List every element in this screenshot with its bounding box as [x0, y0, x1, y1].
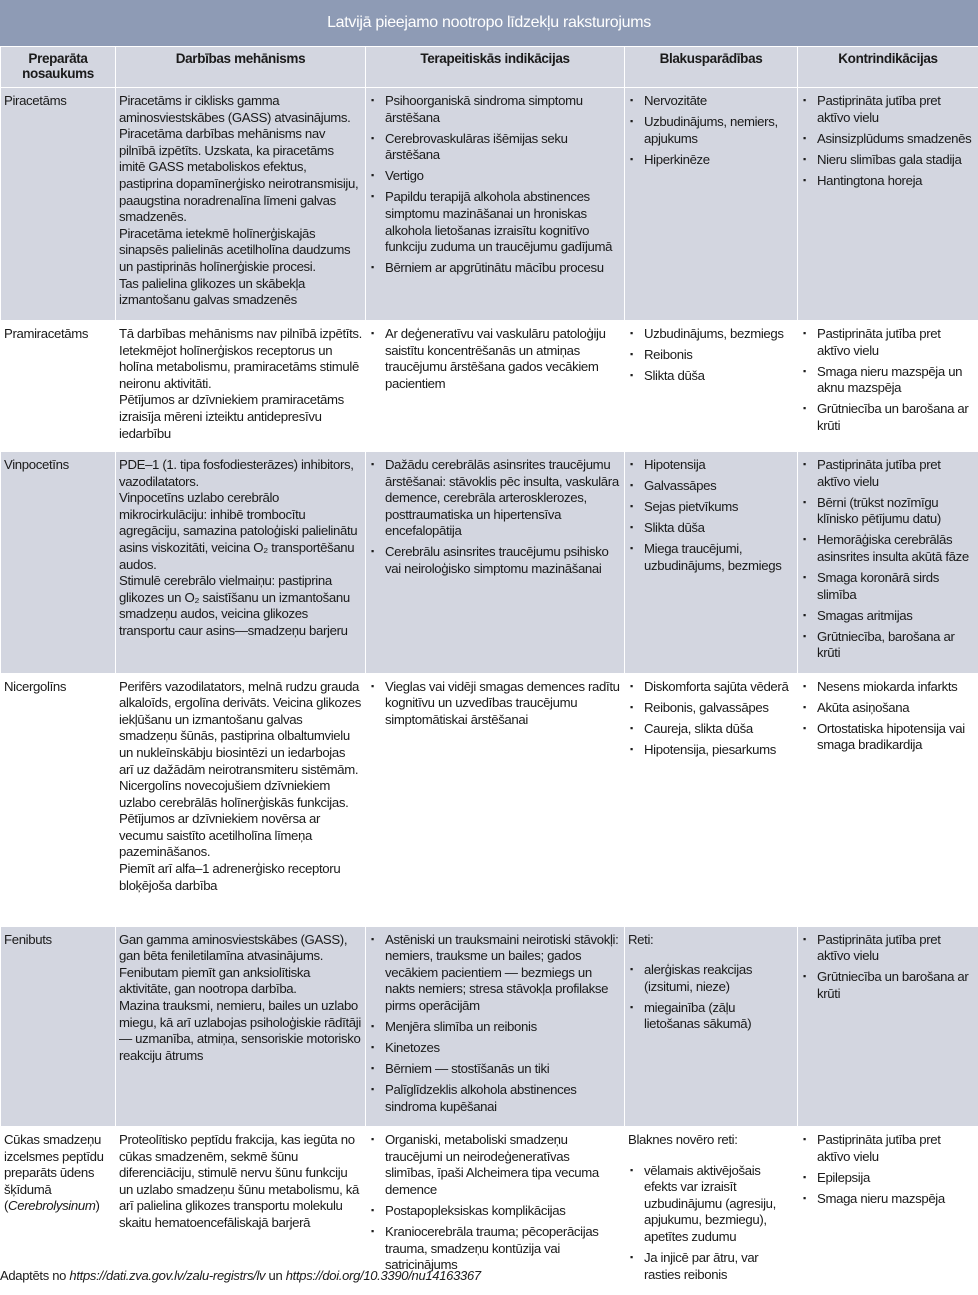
footnote-prefix: Adaptēts no: [0, 1268, 69, 1283]
table-row: [1, 926, 978, 1126]
indication-item: ▪ Cerebrālu asinsrites traucējumu psihisko vai neiroloģisko simptomu mazināšanai: [369, 544, 621, 577]
side-effect-item: ▪ Reibonis: [628, 347, 794, 364]
side-effect-item: ▪ Nervozitāte: [628, 93, 794, 110]
side-effect-item: ▪ vēlamais aktivējošais efekts var izraisīt uzbudinājumu (agresiju, apjukumu, bezmiegu), apetītes zudumu: [628, 1163, 794, 1246]
side-effect-item: ▪ Diskomforta sajūta vēderā: [628, 679, 794, 696]
mechanism-paragraph: PDE–1 (1. tipa fosfodiesterāzes) inhibitors, vazodilatators.: [119, 457, 362, 490]
indication-item: ▪ Organiski, metaboliski smadzeņu traucējumi un neirodeģeneratīvas slimības, īpaši Alcheimera tipa vecuma demence: [369, 1132, 621, 1198]
header-cell-mechanism: Darbības mehānisms: [116, 47, 366, 88]
indication-item: ▪ Bērniem ar apgrūtinātu mācību procesu: [369, 260, 621, 277]
side-effects-lead: Blaknes novēro reti:: [628, 1132, 794, 1149]
indication-item: ▪ Postapopleksiskas komplikācijas: [369, 1203, 621, 1220]
mechanism-paragraph: Nicergolīns novecojušiem dzīvniekiem uzlabo cerebrālās holīnerģiskās funkcijas.: [119, 778, 362, 811]
table-row: [1, 452, 978, 674]
cell-indications-list: [369, 932, 621, 1116]
header-cell-side-effects: Blakusparādības: [625, 47, 798, 88]
mechanism-paragraph: Perifērs vazodilatators, melnā rudzu grauda alkaloīds, ergolīna derivāts. Veicina glikozes iekļūšanu un izmantošanu galvas smadzeņu šūnās, pastiprina olbaltumvielu un nukleīnskābju biosintēzi un iedarbojas arī uz dažādām neirotransmiteru sistēmām.: [119, 679, 362, 779]
cell-side-effects: [625, 673, 798, 926]
indication-item: ▪ Palīglīdzeklis alkohola abstinences sindroma kupēšanai: [369, 1082, 621, 1115]
indication-item: ▪ Menjēra slimība un reibonis: [369, 1019, 621, 1036]
cell-indications-list: [369, 679, 621, 729]
contraindication-item: ▪ Hemorāģiska cerebrālās asinsrites insulta akūtā fāze: [801, 532, 975, 565]
source-footnote: [0, 1268, 481, 1283]
drug-name: Piracetāms: [4, 93, 112, 110]
side-effect-item: ▪ Uzbudinājums, nemiers, apjukums: [628, 114, 794, 147]
contraindication-item: ▪ Pastiprināta jutība pret aktīvo vielu: [801, 932, 975, 965]
side-effect-item: ▪ Hipotensija, piesarkums: [628, 742, 794, 759]
mechanism-paragraph: Pētījumos ar dzīvniekiem novērsa ar vecumu saistīto acetilholīna līmeņa pazemināšanos.: [119, 811, 362, 861]
cell-side-effects-list: [628, 679, 794, 759]
contraindication-item: ▪ Epilepsija: [801, 1170, 975, 1187]
contraindication-item: ▪ Pastiprināta jutība pret aktīvo vielu: [801, 326, 975, 359]
contraindication-item: ▪ Ortostatiska hipotensija vai smaga bradikardija: [801, 721, 975, 754]
cell-contraindications-list: [801, 679, 975, 754]
cell-side-effects-list: [628, 962, 794, 1033]
cell-indications-list: [369, 1132, 621, 1274]
cell-drug-name: [1, 321, 116, 452]
header-cell-indications: Terapeitiskās indikācijas: [366, 47, 625, 88]
cell-drug-name: [1, 673, 116, 926]
contraindication-item: ▪ Asinsizplūdums smadzenēs: [801, 131, 975, 148]
indication-item: ▪ Vieglas vai vidēji smagas demences radītu kognitīvu un uzvedības traucējumu simptomātiskai ārstēšanai: [369, 679, 621, 729]
drug-name: Nicergolīns: [4, 679, 112, 696]
contraindication-item: ▪ Hantingtona horeja: [801, 173, 975, 190]
side-effect-item: ▪ Uzbudinājums, bezmiegs: [628, 326, 794, 343]
footnote-link-zva[interactable]: https://dati.zva.gov.lv/zalu-registrs/lv: [69, 1268, 265, 1283]
cell-indications-list: [369, 93, 621, 277]
indication-item: ▪ Astēniski un trauksmaini neirotiski stāvokļi: nemiers, trauksme un bailes; gados vecākiem pacientiem — bezmiegs un nakts nemiers; stresa stāvokļa profilakse pirms operācijām: [369, 932, 621, 1015]
mechanism-paragraph: Pētījumos ar dzīvniekiem pramiracetāms izraisīja mēreni izteiktu antidepresīvu iedarbību: [119, 392, 362, 442]
cell-side-effects: [625, 88, 798, 321]
indication-item: ▪ Cerebrovaskulāras išēmijas seku ārstēšana: [369, 131, 621, 164]
cell-indications: [366, 673, 625, 926]
side-effects-lead: Reti:: [628, 932, 794, 949]
cell-mechanism: [116, 88, 366, 321]
contraindication-item: ▪ Nesens miokarda infarkts: [801, 679, 975, 696]
cell-contraindications: [798, 673, 978, 926]
side-effect-item: ▪ Slikta dūša: [628, 520, 794, 537]
mechanism-paragraph: Proteolītisko peptīdu frakcija, kas iegūta no cūkas smadzenēm, sekmē šūnu diferenciāciju, stimulē nervu šūnu funkciju un uzlabo smadzeņu šūnu metabolismu, kā arī palielina glikozes transportu molekulu skaitu hematoencefāliskajā barjerā: [119, 1132, 362, 1232]
cell-side-effects-list: [628, 1163, 794, 1284]
side-effect-item: ▪ Miega traucējumi, uzbudinājums, bezmiegs: [628, 541, 794, 574]
mechanism-paragraph: Gan gamma aminosviestskābes (GASS), gan bēta feniletilamīna atvasinājums.: [119, 932, 362, 965]
cell-indications: [366, 452, 625, 674]
cell-drug-name: [1, 926, 116, 1126]
indication-item: ▪ Kinetozes: [369, 1040, 621, 1057]
table-row: [1, 673, 978, 926]
indication-item: ▪ Vertigo: [369, 168, 621, 185]
mechanism-paragraph: Vinpocetīns uzlabo cerebrālo mikrocirkulāciju: inhibē trombocītu agregāciju, samazina patoloģiski palielinātu asins viskozitāti, veicina O₂ transportēšanu audos.: [119, 490, 362, 573]
cell-side-effects: [625, 452, 798, 674]
table-title: Latvijā pieejamo nootropo līdzekļu raksturojums: [0, 0, 978, 46]
cell-contraindications-list: [801, 326, 975, 435]
side-effect-item: ▪ Slikta dūša: [628, 368, 794, 385]
contraindication-item: ▪ Grūtniecība, barošana ar krūti: [801, 629, 975, 662]
cell-contraindications: [798, 452, 978, 674]
cell-contraindications: [798, 88, 978, 321]
side-effect-item: ▪ Reibonis, galvassāpes: [628, 700, 794, 717]
indication-item: ▪ Ar deģeneratīvu vai vaskulāru patoloģiju saistītu koncentrēšanās un atmiņas traucējumu ārstēšana gados vecākiem pacientiem: [369, 326, 621, 392]
contraindication-item: ▪ Nieru slimības gala stadija: [801, 152, 975, 169]
side-effect-item: ▪ miegainība (zāļu lietošanas sākumā): [628, 1000, 794, 1033]
indication-item: ▪ Kraniocerebrāla trauma; pēcoperācijas trauma, smadzeņu kontūzija vai satricinājums: [369, 1224, 621, 1274]
mechanism-paragraph: Piracetāms ir ciklisks gamma aminosviestskābes (GASS) atvasinājums. Piracetāma darbības mehānisms nav pilnībā izpētīts. Uzskata, ka piracetāms imitē GASS metaboliskos efektus, pastiprina dopamīnerģisko neirotransmisiju, paaugstina noradrenalīna līmeni galvas smadzenēs.: [119, 93, 362, 226]
cell-side-effects: [625, 926, 798, 1126]
cell-contraindications: [798, 926, 978, 1126]
contraindication-item: ▪ Smaga koronārā sirds slimība: [801, 570, 975, 603]
indication-item: ▪ Psihoorganiskā sindroma simptomu ārstēšana: [369, 93, 621, 126]
cell-mechanism: [116, 321, 366, 452]
header-cell-name: Preparāta nosaukums: [1, 47, 116, 88]
cell-contraindications-list: [801, 93, 975, 189]
mechanism-paragraph: Tas palielina glikozes un skābekļa izmantošanu galvas smadzenēs: [119, 276, 362, 309]
table-row: [1, 321, 978, 452]
cell-contraindications-list: [801, 1132, 975, 1207]
mechanism-paragraph: Mazina trauksmi, nemieru, bailes un uzlabo miegu, kā arī uzlabojas psiholoģiskie rādītāji — uzmanība, atmiņa, sensoriskie motorisko reakciju ātrums: [119, 998, 362, 1064]
cell-mechanism: [116, 452, 366, 674]
mechanism-paragraph: Tā darbības mehānisms nav pilnībā izpētīts. Ietekmējot holīnerģiskos receptorus un holīna metabolismu, pramiracetāms stimulē neironu aktivitāti.: [119, 326, 362, 392]
side-effect-item: ▪ Caureja, slikta dūša: [628, 721, 794, 738]
cell-mechanism: [116, 926, 366, 1126]
nootropic-table: [0, 46, 978, 1295]
cell-side-effects-list: [628, 93, 794, 168]
mechanism-paragraph: Fenibutam piemīt gan anksiolītiska aktivitāte, gan nootropa darbība.: [119, 965, 362, 998]
mechanism-paragraph: Piemīt arī alfa–1 adrenerģisko receptoru bloķējoša darbība: [119, 861, 362, 894]
contraindication-item: ▪ Pastiprināta jutība pret aktīvo vielu: [801, 1132, 975, 1165]
contraindication-item: ▪ Smaga nieru mazspēja un aknu mazspēja: [801, 364, 975, 397]
contraindication-item: ▪ Smaga nieru mazspēja: [801, 1191, 975, 1208]
contraindication-item: ▪ Grūtniecība un barošana ar krūti: [801, 969, 975, 1002]
cell-side-effects: [625, 321, 798, 452]
cell-contraindications: [798, 321, 978, 452]
side-effect-item: ▪ Galvassāpes: [628, 478, 794, 495]
contraindication-item: ▪ Grūtniecība un barošana ar krūti: [801, 401, 975, 434]
drug-name: Cūkas smadzeņu izcelsmes peptīdu preparāts ūdens šķīdumā (Cerebrolysinum): [4, 1132, 112, 1215]
indication-item: ▪ Dažādu cerebrālās asinsrites traucējumu ārstēšanai: stāvoklis pēc insulta, vaskulāra demence, cerebrāla arterosklerozes, posttraumatiska un hipertensīva encefalopātija: [369, 457, 621, 540]
contraindication-item: ▪ Pastiprināta jutība pret aktīvo vielu: [801, 457, 975, 490]
table-body: [1, 88, 978, 1295]
cell-contraindications-list: [801, 457, 975, 662]
side-effect-item: ▪ alerģiskas reakcijas (izsitumi, nieze): [628, 962, 794, 995]
cell-indications: [366, 88, 625, 321]
side-effect-item: ▪ Hipotensija: [628, 457, 794, 474]
drug-name: Fenibuts: [4, 932, 112, 949]
side-effect-item: ▪ Hiperkinēze: [628, 152, 794, 169]
cell-side-effects-list: [628, 326, 794, 385]
mechanism-paragraph: Stimulē cerebrālo vielmaiņu: pastiprina glikozes un O₂ saistīšanu un izmantošanu smadzeņu audos, veicina glikozes transportu caur asins—smadzeņu barjeru: [119, 573, 362, 639]
contraindication-item: ▪ Pastiprināta jutība pret aktīvo vielu: [801, 93, 975, 126]
contraindication-item: ▪ Smagas aritmijas: [801, 608, 975, 625]
cell-drug-name: [1, 452, 116, 674]
cell-drug-name: [1, 88, 116, 321]
header-cell-contraindications: Kontrindikācijas: [798, 47, 978, 88]
cell-side-effects-list: [628, 457, 794, 575]
cell-indications-list: [369, 457, 621, 578]
mechanism-paragraph: Piracetāma ietekmē holīnerģiskajās sinapsēs palielinās acetilholīna daudzums un pastiprinās holīnerģiskie procesi.: [119, 226, 362, 276]
contraindication-item: ▪ Akūta asiņošana: [801, 700, 975, 717]
indication-item: ▪ Bērniem — stostīšanās un tiki: [369, 1061, 621, 1078]
contraindication-item: ▪ Bērni (trūkst nozīmīgu klīnisko pētījumu datu): [801, 495, 975, 528]
drug-name: Vinpocetīns: [4, 457, 112, 474]
footnote-link-doi[interactable]: https://doi.org/10.3390/nu14163367: [286, 1268, 481, 1283]
side-effect-item: ▪ Ja injicē par ātru, var rasties reibonis: [628, 1250, 794, 1283]
cell-indications: [366, 321, 625, 452]
cell-indications-list: [369, 326, 621, 392]
cell-mechanism: [116, 673, 366, 926]
header-row: [1, 47, 978, 88]
cell-indications: [366, 926, 625, 1126]
cell-side-effects: [625, 1126, 798, 1294]
cell-contraindications-list: [801, 932, 975, 1003]
drug-name: Pramiracetāms: [4, 326, 112, 343]
table-row: [1, 88, 978, 321]
cell-contraindications: [798, 1126, 978, 1294]
footnote-middle: un: [265, 1268, 285, 1283]
side-effect-item: ▪ Sejas pietvīkums: [628, 499, 794, 516]
indication-item: ▪ Papildu terapijā alkohola abstinences simptomu mazināšanai un hroniskas alkohola lietošanas izraisītu kognitīvo funkciju zuduma un traucējumu gadījumā: [369, 189, 621, 255]
